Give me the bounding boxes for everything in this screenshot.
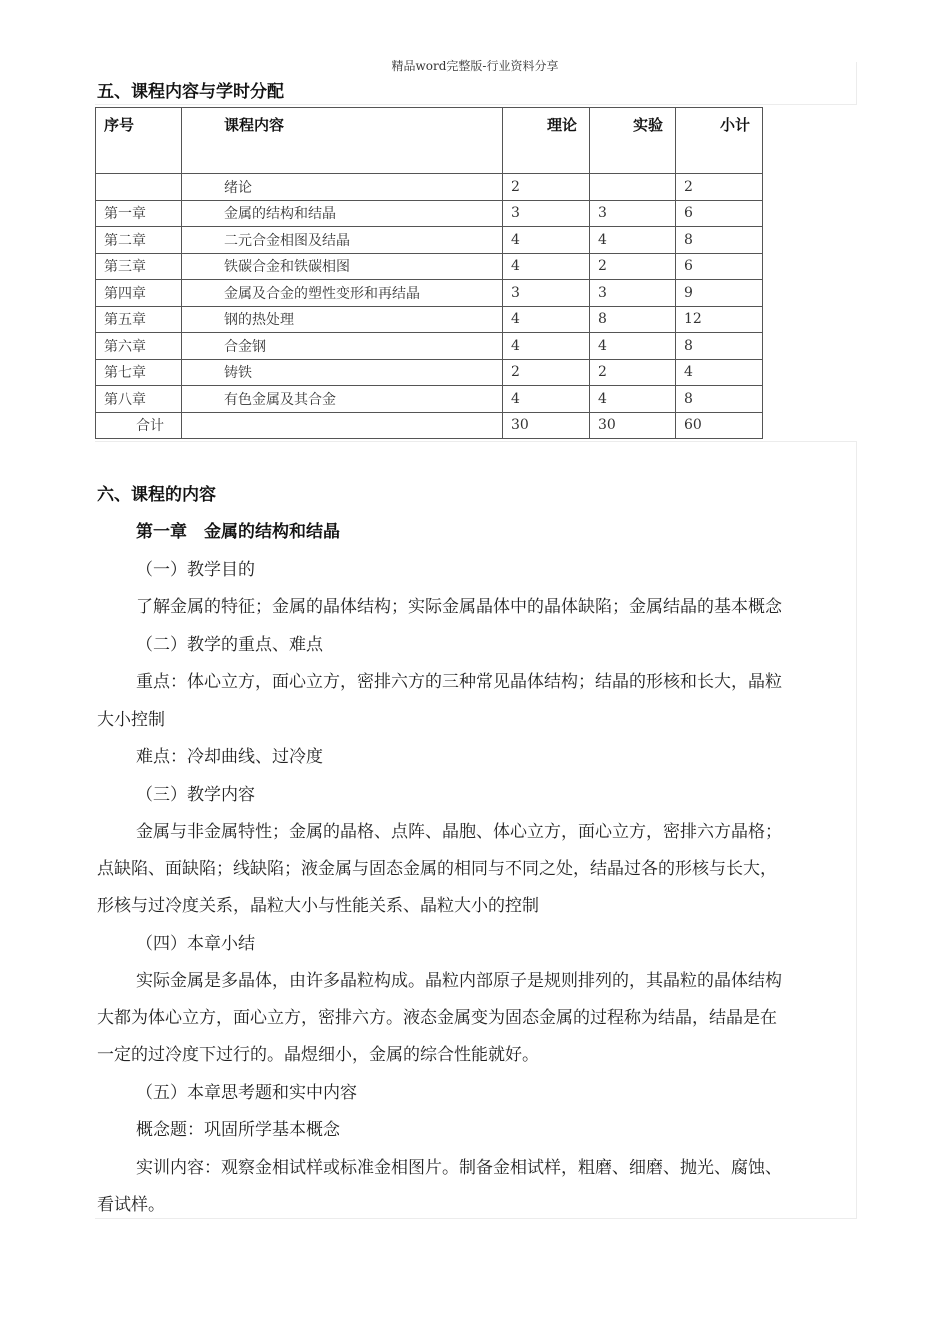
table-row: 第一章 金属的结构和结晶 3 3 6 <box>96 200 763 227</box>
section6-title: 六、课程的内容 <box>97 485 216 505</box>
para-line: （二）教学的重点、难点 <box>136 635 323 655</box>
para-line: （五）本章思考题和实中内容 <box>136 1083 357 1103</box>
table-header-row <box>96 108 763 174</box>
para-line: 实训内容：观察金相试样或标准金相图片。制备金相试样，粗磨、细磨、抛光、腐蚀、 <box>136 1158 782 1178</box>
header-content: 课程内容 <box>182 108 503 174</box>
table-row: 第八章 有色金属及其合金 4 4 8 <box>96 386 763 413</box>
para-line: 形核与过冷度关系，晶粒大小与性能关系、晶粒大小的控制 <box>97 896 539 916</box>
para-line: 难点：冷却曲线、过冷度 <box>136 747 323 767</box>
frame-line-bottom <box>95 1218 857 1219</box>
para-line: 实际金属是多晶体，由许多晶粒构成。晶粒内部原子是规则排列的，其晶粒的晶体结构 <box>136 971 782 991</box>
table-row: 绪论 2 2 <box>96 174 763 201</box>
table-row: 第三章 铁碳合金和铁碳相图 4 2 6 <box>96 253 763 280</box>
para-line: 金属与非金属特性；金属的晶格、点阵、晶胞、体心立方，面心立方，密排六方晶格； <box>136 822 782 842</box>
header-theory: 理论 <box>503 108 590 174</box>
para-line: 一定的过冷度下过行的。晶煜细小，金属的综合性能就好。 <box>97 1045 539 1065</box>
para-line: 点缺陷、面缺陷；线缺陷；液金属与固态金属的相同与不同之处，结晶过各的形核与长大， <box>97 859 777 879</box>
table-row: 第二章 二元合金相图及结晶 4 4 8 <box>96 227 763 254</box>
header-lab: 实验 <box>590 108 676 174</box>
hours-table <box>95 107 763 439</box>
frame-line-right <box>856 441 857 1219</box>
header-subtotal: 小计 <box>676 108 763 174</box>
table-row: 第六章 合金钢 4 4 8 <box>96 333 763 360</box>
table-total-row: 合计 30 30 60 <box>96 412 763 439</box>
para-line: 看试样。 <box>97 1195 165 1215</box>
para-line: （四）本章小结 <box>136 934 255 954</box>
header-seq: 序号 <box>96 108 182 174</box>
para-line: 重点：体心立方，面心立方，密排六方的三种常见晶体结构；结晶的形核和长大，晶粒 <box>136 672 782 692</box>
para-line: （一）教学目的 <box>136 560 255 580</box>
table-row: 第四章 金属及合金的塑性变形和再结晶 3 3 9 <box>96 280 763 307</box>
header-note: 精品word完整版-行业资料分享 <box>391 59 559 73</box>
para-line: 大都为体心立方，面心立方，密排六方。液态金属变为固态金属的过程称为结晶，结晶是在 <box>97 1008 777 1028</box>
table-row: 第七章 铸铁 2 2 4 <box>96 359 763 386</box>
frame-line-top <box>95 104 857 105</box>
section5-title: 五、课程内容与学时分配 <box>97 82 284 102</box>
table-row: 第五章 钢的热处理 4 8 12 <box>96 306 763 333</box>
para-line: 了解金属的特征；金属的晶体结构；实际金属晶体中的晶体缺陷；金属结晶的基本概念 <box>136 597 782 617</box>
frame-line-right-top <box>856 62 857 105</box>
para-line: （三）教学内容 <box>136 785 255 805</box>
chapter-title: 第一章 金属的结构和结晶 <box>136 522 340 542</box>
para-line: 大小控制 <box>97 710 165 730</box>
para-line: 概念题：巩固所学基本概念 <box>136 1120 340 1140</box>
frame-line-mid <box>95 441 857 442</box>
